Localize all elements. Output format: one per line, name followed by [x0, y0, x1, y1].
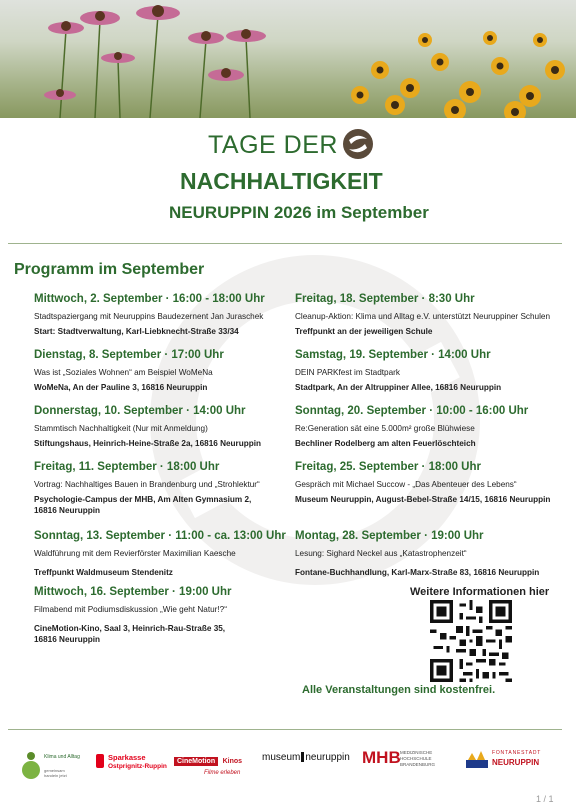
event-item [295, 348, 567, 393]
event-heading: Sonntag, 20. September · 10:00 - 16:00 Uhr [295, 405, 529, 417]
event-description: Stadtspaziergang mit Neuruppins Baudezernent Jan Juraschek [34, 312, 264, 321]
event-heading: Mittwoch, 2. September · 16:00 - 18:00 Uhr [34, 293, 265, 305]
page-number: 1 / 1 [536, 794, 554, 804]
event-heading: Samstag, 19. September · 14:00 Uhr [295, 349, 491, 361]
mhb-letters: MHB [362, 748, 401, 767]
museum-text: museum [262, 752, 301, 763]
event-location: Stadtpark, An der Altruppiner Allee, 16816 Neuruppin [295, 383, 502, 392]
mhb-line-1: MEDIZINISCHE [400, 750, 433, 755]
title-line-1: TAGE DER [208, 131, 338, 159]
event-item [34, 292, 306, 337]
event-item [34, 460, 306, 516]
mhb-line-2: HOCHSCHULE [400, 756, 432, 761]
mhb-line-3: BRANDENBURG [400, 762, 436, 767]
event-description: Waldführung mit dem Revierförster Maximilian Kaesche [34, 549, 236, 558]
klima-logo-subtext: gemeinsam handeln jetzt [44, 768, 67, 778]
event-item [295, 529, 567, 578]
sparkasse-logo [96, 753, 167, 772]
sparkasse-text: Sparkasse [108, 753, 146, 762]
event-description: Cleanup-Aktion: Klima und Alltag e.V. unterstützt Neuruppiner Schulen [295, 312, 551, 321]
event-item [295, 404, 567, 449]
event-heading: Sonntag, 13. September · 11:00 - ca. 13:00 Uhr [34, 530, 286, 542]
bottom-divider [8, 729, 562, 730]
flower-banner-image [0, 0, 576, 118]
event-heading: Freitag, 25. September · 18:00 Uhr [295, 461, 481, 473]
event-location: Fontane-Buchhandlung, Karl-Marx-Straße 83, 16816 Neuruppin [295, 568, 540, 577]
museum-city-text: neuruppin [305, 752, 350, 763]
cinemotion-name: CineMotion [174, 757, 218, 766]
event-location: Bechliner Rodelberg am alten Feuerlöschteich [295, 439, 476, 448]
event-item [295, 460, 567, 505]
flower-field-illustration [0, 0, 576, 118]
event-location: Psychologie-Campus der MHB, Am Alten Gymnasium 2, 16816 Neuruppin [34, 495, 252, 515]
event-heading: Mittwoch, 16. September · 19:00 Uhr [34, 586, 232, 598]
event-heading: Montag, 28. September · 19:00 Uhr [295, 530, 484, 542]
event-heading: Freitag, 11. September · 18:00 Uhr [34, 461, 220, 473]
mhb-logo [362, 748, 436, 768]
klima-und-alltag-logo [20, 746, 80, 782]
event-heading: Donnerstag, 10. September · 14:00 Uhr [34, 405, 246, 417]
title-line-2: NACHHALTIGKEIT [180, 168, 383, 194]
event-location: WoMeNa, An der Pauline 3, 16816 Neuruppin [34, 383, 208, 392]
sustainability-logo-icon [342, 128, 374, 160]
cinemotion-slogan: Filme erleben [204, 770, 241, 776]
event-location: Stiftungshaus, Heinrich-Heine-Straße 2a, 16816 Neuruppin [34, 439, 262, 448]
event-item [34, 529, 306, 578]
event-description: Stammtisch Nachhaltigkeit (Nur mit Anmeldung) [34, 424, 208, 433]
mhb-full-name [400, 750, 435, 768]
top-divider [8, 243, 562, 244]
sparkasse-region-text: Ostprignitz-Ruppin [108, 763, 167, 770]
event-description: Vortrag: Nachhaltiges Bauen in Brandenburg und „Strohlektur“ [34, 480, 260, 489]
sparkasse-s-icon [96, 754, 104, 768]
event-description: Re:Generation sät eine 5.000m² große Blühwiese [295, 424, 475, 433]
event-item [34, 348, 306, 393]
event-location: Treffpunkt Waldmuseum Stendenitz [34, 568, 173, 577]
event-item [34, 585, 306, 645]
event-item [34, 404, 306, 449]
event-location: Museum Neuruppin, August-Bebel-Straße 14/15, 16816 Neuruppin [295, 495, 551, 504]
title-line-3: NEURUPPIN 2026 im September [169, 203, 429, 222]
event-heading: Freitag, 18. September · 8:30 Uhr [295, 293, 475, 305]
neuruppin-text: NEURUPPIN [492, 758, 540, 767]
section-title: Programm im September [14, 261, 205, 278]
fontanestadt-text: FONTANESTADT [492, 750, 542, 756]
cinemotion-kinos: Kinos [222, 758, 243, 765]
qr-code-icon[interactable] [430, 600, 512, 682]
event-location: Start: Stadtverwaltung, Karl-Liebknecht-Straße 33/34 [34, 327, 239, 336]
free-admission-note: Alle Veranstaltungen sind kostenfrei. [302, 684, 496, 696]
town-skyline-icon [466, 750, 488, 768]
event-description: Was ist „Soziales Wohnen“ am Beispiel WoMeNa [34, 368, 213, 377]
event-heading: Dienstag, 8. September · 17:00 Uhr [34, 349, 224, 361]
klima-logo-text: Klima und Alltag [44, 754, 80, 760]
event-description: Gespräch mit Michael Succow - „Das Abenteuer des Lebens“ [295, 480, 517, 489]
museum-neuruppin-logo [262, 752, 350, 763]
sponsor-logos [0, 744, 576, 788]
event-description: DEIN PARKfest im Stadtpark [295, 368, 400, 377]
event-location: CineMotion-Kino, Saal 3, Heinrich-Rau-Straße 35, 16816 Neuruppin [34, 624, 226, 644]
globe-figure-icon [20, 750, 42, 780]
event-location: Treffpunkt an der jeweiligen Schule [295, 327, 433, 336]
event-description: Filmabend mit Podiumsdiskussion „Wie geht Natur!?“ [34, 605, 227, 614]
event-description: Lesung: Sighard Neckel aus „Katastrophenzeit“ [295, 549, 467, 558]
event-item [295, 292, 567, 337]
more-info-label: Weitere Informationen hier [410, 586, 550, 598]
cinemotion-logo [174, 750, 242, 776]
museum-divider-bar [301, 752, 304, 762]
